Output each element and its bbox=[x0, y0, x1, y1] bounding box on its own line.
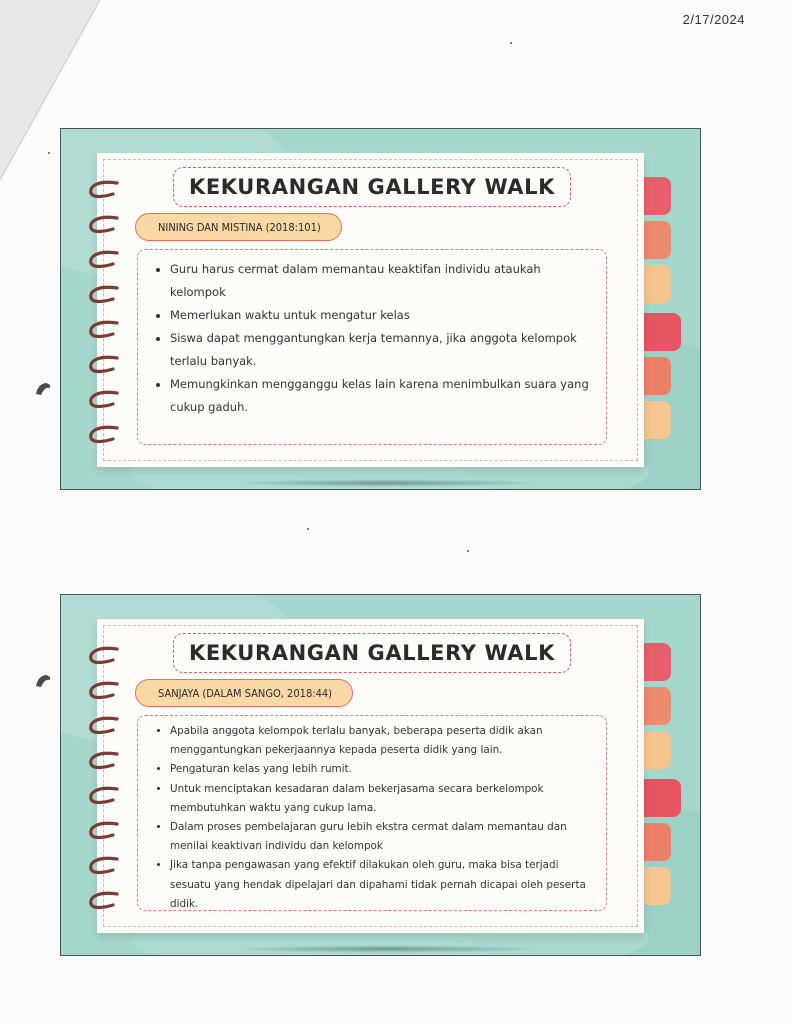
spiral-binding-rings bbox=[83, 643, 123, 913]
scan-speck bbox=[467, 550, 469, 552]
notebook-card bbox=[97, 153, 644, 467]
list-item: • Untuk menciptakan kesadaran dalam bekerjasama secara berkelompok membutuhkan waktu yang cukup lama. bbox=[170, 780, 594, 818]
list-item: • Memerlukan waktu untuk mengatur kelas bbox=[170, 304, 594, 327]
slide-1 bbox=[60, 128, 701, 490]
list-item: • Guru harus cermat dalam memantau keaktifan individu ataukah kelompok bbox=[170, 258, 594, 304]
scan-speck bbox=[510, 42, 512, 44]
list-item: • Memungkinkan mengganggu kelas lain karena menimbulkan suara yang cukup gaduh. bbox=[170, 373, 594, 419]
list-item: • Pengaturan kelas yang lebih rumit. bbox=[170, 760, 594, 779]
bullet-list bbox=[156, 258, 594, 419]
list-item: • Dalam proses pembelajaran guru lebih ekstra cermat dalam memantau dan menilai keaktivan individu dan kelompok bbox=[170, 818, 594, 856]
print-date: 2/17/2024 bbox=[682, 12, 745, 27]
slide-title: KEKURANGAN GALLERY WALK bbox=[188, 641, 555, 665]
slide-title: KEKURANGAN GALLERY WALK bbox=[188, 175, 555, 199]
scan-speck bbox=[307, 528, 309, 530]
list-item: • Apabila anggota kelompok terlalu banyak, beberapa peserta didik akan menggantungkan pekerjaannya kepada peserta didik yang lain. bbox=[170, 722, 594, 760]
punch-hole-mark bbox=[32, 378, 54, 400]
bullet-list bbox=[156, 722, 594, 914]
scan-speck bbox=[48, 152, 50, 154]
title-frame bbox=[173, 167, 571, 207]
source-label-pill bbox=[135, 213, 342, 241]
card-shadow bbox=[231, 945, 541, 953]
source-label: NINING DAN MISTINA (2018:101) bbox=[158, 220, 321, 234]
list-item: • Siswa dapat menggantungkan kerja temannya, jika anggota kelompok terlalu banyak. bbox=[170, 327, 594, 373]
spiral-binding-rings bbox=[83, 177, 123, 447]
content-box bbox=[137, 715, 607, 911]
punch-hole-mark bbox=[32, 670, 54, 692]
slide-2 bbox=[60, 594, 701, 956]
source-label-pill bbox=[135, 679, 353, 707]
source-label: SANJAYA (DALAM SANGO, 2018:44) bbox=[158, 686, 333, 700]
card-shadow bbox=[231, 479, 541, 487]
notebook-card bbox=[97, 619, 644, 933]
title-frame bbox=[173, 633, 571, 673]
list-item: • Jika tanpa pengawasan yang efektif dilakukan oleh guru, maka bisa terjadi sesuatu yang hendak dipelajari dan dipahami tidak pernah dicapai oleh peserta didik. bbox=[170, 856, 594, 914]
content-box bbox=[137, 249, 607, 445]
